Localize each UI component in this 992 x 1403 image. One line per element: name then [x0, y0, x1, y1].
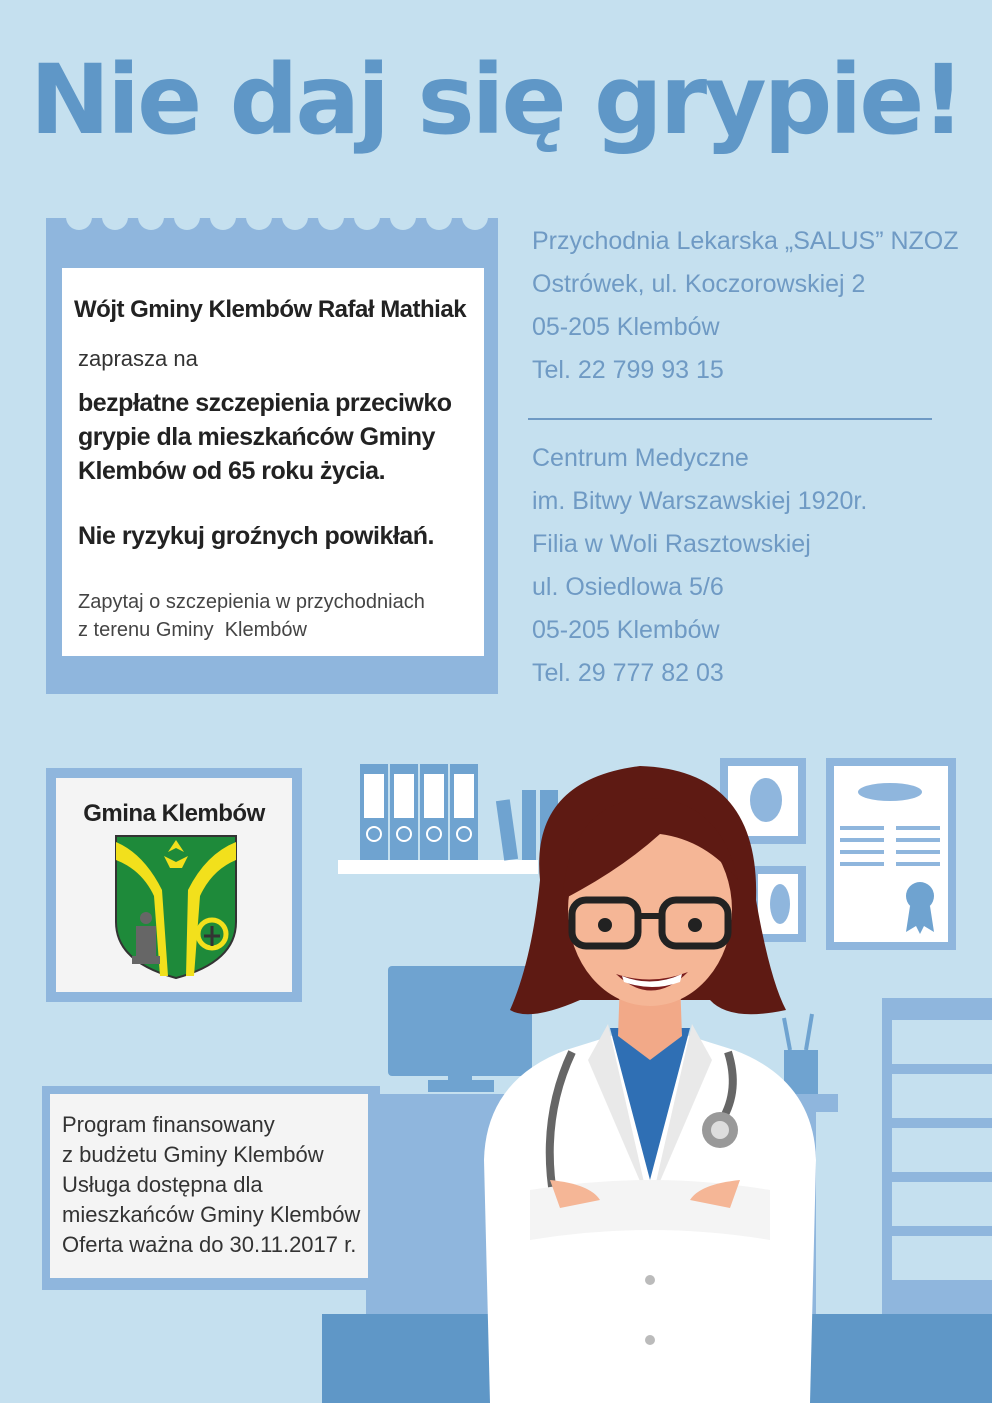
clinic2-name2: im. Bitwy Warszawskiej 1920r.: [532, 487, 868, 515]
funding-text: [62, 1110, 360, 1260]
clinic1-name: Przychodnia Lekarska „SALUS” NZOZ: [532, 227, 959, 255]
funding-line3: Usługa dostępna dla: [62, 1172, 263, 1197]
funding-line2: z budżetu Gminy Klembów: [62, 1142, 324, 1167]
coat-of-arms-icon: [114, 834, 238, 980]
certificate-icon: [826, 758, 956, 950]
clinic1-address: [532, 220, 959, 392]
invitation-invites: zaprasza na: [78, 346, 198, 371]
funding-line1: Program finansowany: [62, 1112, 275, 1137]
funding-frame: [42, 1086, 380, 1290]
municipality-label: Gmina Klembów: [83, 800, 265, 827]
clinic1-postal: 05-205 Klembów: [532, 313, 720, 341]
address-divider: [528, 418, 932, 420]
funding-line4: mieszkańców Gminy Klembów: [62, 1202, 361, 1227]
clinic1-street: Ostrówek, ul. Koczorowskiej 2: [532, 270, 866, 298]
funding-line5: Oferta ważna do 30.11.2017 r.: [62, 1232, 357, 1257]
municipality-frame: [46, 768, 302, 1002]
invitation-ask: [78, 588, 478, 644]
invitation-host: Wójt Gminy Klembów Rafał Mathiak: [74, 296, 467, 323]
doctor-illustration: [470, 760, 830, 1403]
clinic2-postal: 05-205 Klembów: [532, 616, 720, 644]
clinic2-phone: Tel. 29 777 82 03: [532, 659, 724, 687]
invitation-offer: bezpłatne szczepienia przeciwko grypie dla mieszkańców Gminy Klembów od 65 roku życia.: [78, 389, 452, 485]
clinic1-phone: Tel. 22 799 93 15: [532, 356, 724, 384]
poster-title: Nie daj się grypie!: [29, 44, 963, 156]
invitation-ask-line1: Zapytaj o szczepienia w przychodniach: [78, 591, 425, 613]
invitation-ask-line2: z terenu Gminy Klembów: [78, 619, 307, 641]
clinic2-name: Centrum Medyczne: [532, 444, 749, 472]
invitation-card: [62, 268, 484, 656]
clinic2-branch: Filia w Woli Rasztowskiej: [532, 530, 811, 558]
invitation-warning: Nie ryzykuj groźnych powikłań.: [78, 522, 434, 550]
clinic2-street: ul. Osiedlowa 5/6: [532, 573, 724, 601]
clinic2-address: [532, 437, 867, 695]
